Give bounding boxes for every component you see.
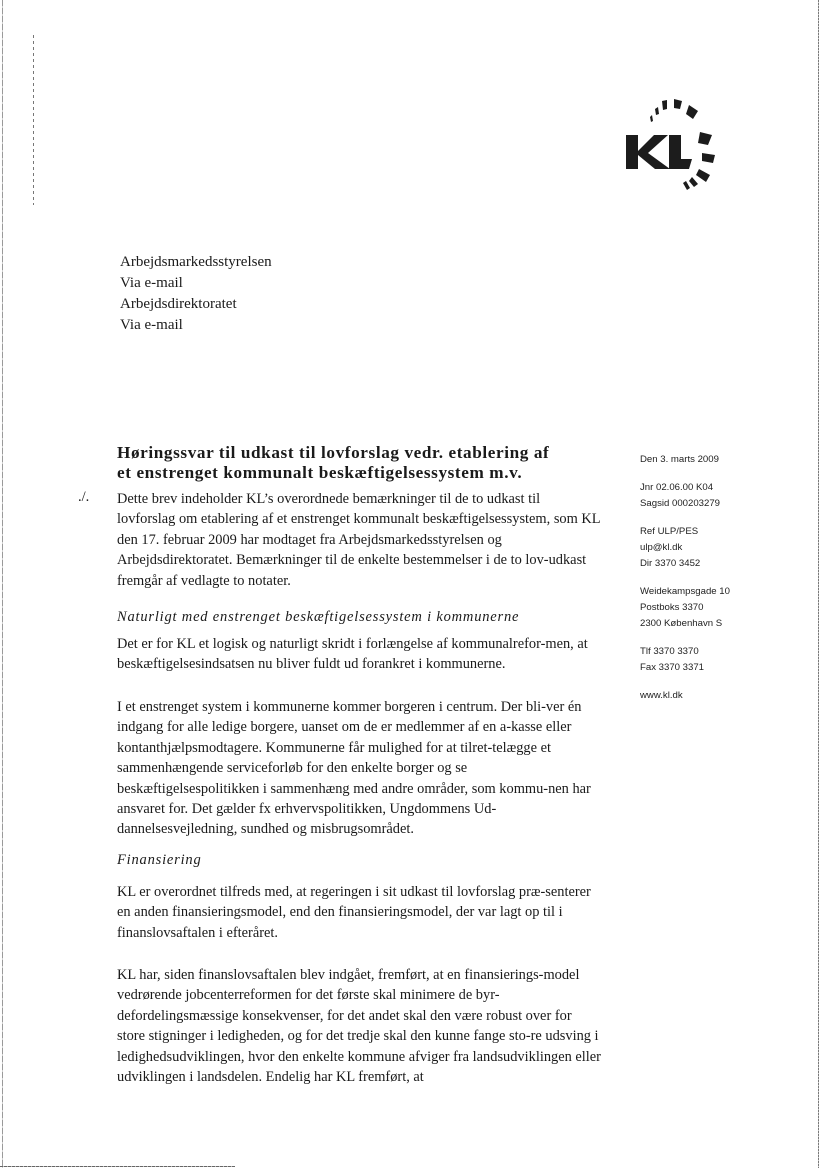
enclosure-marker: ./. xyxy=(78,489,90,505)
reference: Ref ULP/PES xyxy=(640,526,699,537)
intro-paragraph xyxy=(117,489,602,591)
body-paragraph xyxy=(117,634,602,675)
letter-date: Den 3. marts 2009 xyxy=(640,454,719,465)
title-line-2: et enstrenget kommunalt beskæftigelsessystem m.v. xyxy=(117,463,523,482)
street-address: Weidekampsgade 10 xyxy=(640,586,730,597)
kl-logo-icon xyxy=(620,95,730,195)
paragraph-text: KL har, siden finanslovsaftalen blev indgået, fremført, at en finansierings-model vedrørende jobcenterreformen for det første skal minimere de byr-defordelingsmæssige konsekvenser, for det andet skal den være robust over for store stigninger i ledigheden, og for det tredje skal den kunne fange sto-re udsving i ledighedsudviklingen, hvor den enkelte kommune afviger fra landsudviklingen eller udviklingen i landsdelen. Endelig har KL fremført, at xyxy=(117,967,601,1086)
recipient-block xyxy=(120,252,272,336)
city: 2300 København S xyxy=(640,618,723,629)
recipient-name: Arbejdsdirektoratet xyxy=(120,296,237,312)
intro-text: Dette brev indeholder KL’s overordnede bemærkninger til de to udkast til lovforslag om etablering af et enstrenget kommunalt beskæftigelsessystem, som KL den 17. februar 2009 har modtaget fra Arbejdsmarkedsstyrelsen og Arbejdsdirektoratet. Bemærkninger til de enkelte bestemmelser i de to lov-udkast fremgår af vedlagte to notater. xyxy=(117,491,601,589)
website: www.kl.dk xyxy=(640,690,683,701)
body-paragraph xyxy=(117,697,602,840)
postbox: Postboks 3370 xyxy=(640,602,704,613)
title-line-1: Høringssvar til udkast til lovforslag vedr. etablering af xyxy=(117,443,550,462)
body-paragraph xyxy=(117,965,602,1087)
recipient-delivery: Via e-mail xyxy=(120,275,183,291)
fax: Fax 3370 3371 xyxy=(640,662,705,673)
page-left-edge xyxy=(2,0,3,1168)
recipient-name: Arbejdsmarkedsstyrelsen xyxy=(120,254,272,270)
letter-title xyxy=(117,443,597,483)
margin-line xyxy=(33,35,34,205)
page-right-edge xyxy=(818,0,819,1168)
paragraph-text: I et enstrenget system i kommunerne kommer borgeren i centrum. Der bli-ver én indgang for alle ledige borgere, uanset om de er medlemmer af en a-kasse eller kontanthjælpsmodtagere. Kommunerne får mulighed for at tilret-telægge et sammenhængende serviceforløb for den enkelte borger og se beskæftigelsespolitikken i sammenhæng med andre områder, som kommu-nen har ansvaret for. Det gælder fx erhvervspolitikken, Ungdommens Ud-dannelsesvejledning, sundhed og misbrugsområdet. xyxy=(117,699,591,838)
sender-info-sidebar xyxy=(640,452,730,704)
phone: Tlf 3370 3370 xyxy=(640,646,699,657)
section-heading: Naturligt med enstrenget beskæftigelsessystem i kommunerne xyxy=(117,609,520,625)
case-id: Sagsid 000203279 xyxy=(640,498,721,509)
direct-phone: Dir 3370 3452 xyxy=(640,558,701,569)
page-bottom-edge xyxy=(0,1166,235,1167)
sender-email: ulp@kl.dk xyxy=(640,542,683,553)
body-paragraph xyxy=(117,882,602,943)
paragraph-text: Det er for KL et logisk og naturligt skridt i forlængelse af kommunalrefor-men, at beskæftigelsesindsatsen nu bliver fuldt ud forankret i kommunerne. xyxy=(117,636,588,673)
journal-number: Jnr 02.06.00 K04 xyxy=(640,482,714,493)
recipient-delivery: Via e-mail xyxy=(120,317,183,333)
section-heading: Finansiering xyxy=(117,852,202,868)
paragraph-text: KL er overordnet tilfreds med, at regeringen i sit udkast til lovforslag præ-senterer en anden finansieringsmodel, end den finansieringsmodel, der var lagt op til i finanslovsaftalen i efteråret. xyxy=(117,884,591,941)
